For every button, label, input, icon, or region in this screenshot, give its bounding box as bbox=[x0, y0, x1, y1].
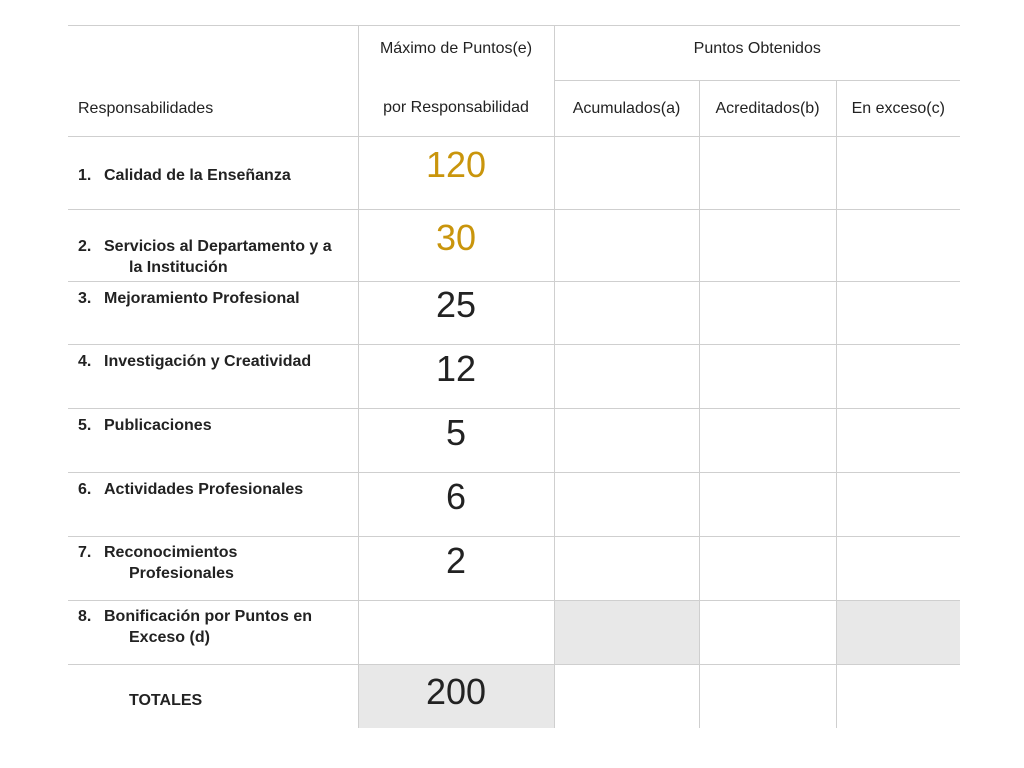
max-points-value: 25 bbox=[358, 282, 554, 345]
totals-acreditados-cell bbox=[699, 665, 836, 728]
header-en-exceso: En exceso(c) bbox=[836, 81, 960, 137]
header-max-points-line1: Máximo de Puntos(e) bbox=[358, 26, 554, 81]
item-label-line2: la Institución bbox=[129, 259, 228, 276]
acreditados-cell bbox=[699, 282, 836, 345]
max-points-value: 120 bbox=[358, 137, 554, 210]
totals-en-exceso-cell bbox=[836, 665, 960, 728]
header-puntos-obtenidos: Puntos Obtenidos bbox=[554, 26, 960, 81]
responsibility-cell bbox=[68, 601, 358, 665]
item-label-line2: Profesionales bbox=[129, 565, 234, 582]
acumulados-cell bbox=[554, 345, 699, 409]
points-table bbox=[68, 25, 960, 728]
header-responsabilidades: Responsabilidades bbox=[78, 100, 214, 117]
item-number: 7. bbox=[78, 544, 92, 561]
responsibility-cell bbox=[68, 473, 358, 537]
max-points-value: 5 bbox=[358, 409, 554, 473]
acreditados-cell bbox=[699, 601, 836, 665]
item-label: Bonificación por Puntos en bbox=[104, 608, 313, 625]
acumulados-cell bbox=[554, 409, 699, 473]
responsibility-cell bbox=[68, 137, 358, 210]
totals-label: TOTALES bbox=[129, 691, 203, 709]
item-number: 2. bbox=[78, 238, 92, 255]
acreditados-cell bbox=[699, 210, 836, 282]
en-exceso-cell bbox=[836, 345, 960, 409]
acreditados-cell bbox=[699, 137, 836, 210]
responsibility-cell bbox=[68, 537, 358, 601]
en-exceso-cell bbox=[836, 473, 960, 537]
item-label: Publicaciones bbox=[104, 417, 212, 434]
acumulados-cell bbox=[554, 473, 699, 537]
item-number: 1. bbox=[78, 167, 92, 184]
acumulados-cell bbox=[554, 137, 699, 210]
responsibility-cell bbox=[68, 409, 358, 473]
en-exceso-cell bbox=[836, 409, 960, 473]
item-label: Servicios al Departamento y a bbox=[104, 238, 332, 255]
item-label: Calidad de la Enseñanza bbox=[104, 167, 291, 184]
acreditados-cell bbox=[699, 409, 836, 473]
acreditados-cell bbox=[699, 537, 836, 601]
item-number: 5. bbox=[78, 417, 92, 434]
item-label: Actividades Profesionales bbox=[104, 481, 304, 498]
max-points-value: 6 bbox=[358, 473, 554, 537]
header-acreditados: Acreditados(b) bbox=[699, 81, 836, 137]
item-number: 3. bbox=[78, 290, 92, 307]
acumulados-cell bbox=[554, 210, 699, 282]
item-number: 4. bbox=[78, 353, 92, 370]
item-label-line2: Exceso (d) bbox=[129, 629, 210, 646]
max-points-value: 30 bbox=[358, 210, 554, 282]
table-row bbox=[68, 282, 960, 345]
table-row bbox=[68, 537, 960, 601]
totals-max-points: 200 bbox=[358, 665, 554, 728]
table-row bbox=[68, 473, 960, 537]
item-number: 6. bbox=[78, 481, 92, 498]
acumulados-cell bbox=[554, 282, 699, 345]
item-label: Reconocimientos bbox=[104, 544, 238, 561]
totals-acumulados-cell bbox=[554, 665, 699, 728]
responsibility-cell bbox=[68, 210, 358, 282]
max-points-value: 2 bbox=[358, 537, 554, 601]
acumulados-cell-shaded bbox=[554, 601, 699, 665]
responsibility-cell bbox=[68, 345, 358, 409]
en-exceso-cell-shaded bbox=[836, 601, 960, 665]
max-points-value bbox=[358, 601, 554, 665]
en-exceso-cell bbox=[836, 537, 960, 601]
max-points-value: 12 bbox=[358, 345, 554, 409]
header-max-points-line2: por Responsabilidad bbox=[358, 81, 554, 137]
en-exceso-cell bbox=[836, 210, 960, 282]
en-exceso-cell bbox=[836, 137, 960, 210]
responsibility-cell bbox=[68, 282, 358, 345]
table-row bbox=[68, 601, 960, 665]
table-row bbox=[68, 345, 960, 409]
table-row bbox=[68, 137, 960, 210]
acreditados-cell bbox=[699, 473, 836, 537]
item-number: 8. bbox=[78, 608, 92, 625]
table-row bbox=[68, 409, 960, 473]
table-row bbox=[68, 210, 960, 282]
en-exceso-cell bbox=[836, 282, 960, 345]
header-acumulados: Acumulados(a) bbox=[554, 81, 699, 137]
totals-row bbox=[68, 665, 960, 728]
header-row-top bbox=[68, 26, 960, 81]
item-label: Mejoramiento Profesional bbox=[104, 290, 300, 307]
points-table-sheet bbox=[68, 25, 960, 727]
acreditados-cell bbox=[699, 345, 836, 409]
acumulados-cell bbox=[554, 537, 699, 601]
item-label: Investigación y Creatividad bbox=[104, 353, 312, 370]
